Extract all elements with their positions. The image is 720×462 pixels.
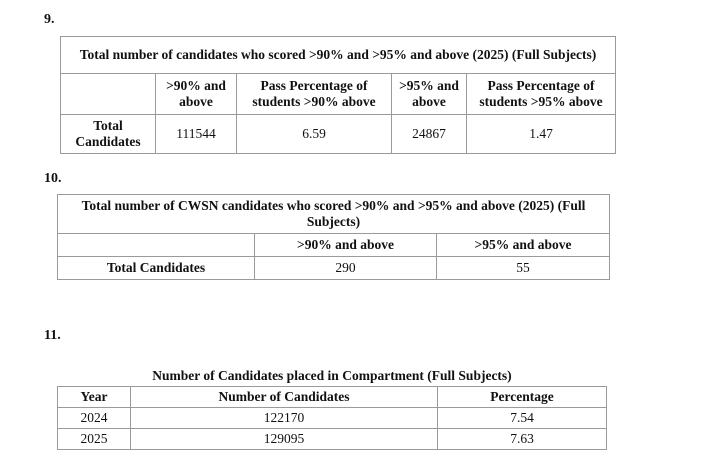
table-compartment-candidates bbox=[57, 366, 607, 450]
cell-candidates: 129095 bbox=[131, 429, 438, 450]
table-candidates-above-90-95 bbox=[60, 36, 616, 154]
value-pass-percentage-95: 1.47 bbox=[467, 115, 616, 154]
cell-percentage: 7.54 bbox=[438, 408, 607, 429]
header-empty-cell bbox=[61, 74, 156, 115]
section-number-10: 10. bbox=[44, 171, 62, 186]
value-above-90: 111544 bbox=[156, 115, 237, 154]
header-number-of-candidates: Number of Candidates bbox=[131, 387, 438, 408]
header-above-90: >90% and above bbox=[255, 234, 437, 257]
cell-year: 2024 bbox=[58, 408, 131, 429]
table-title: Total number of CWSN candidates who scored >90% and >95% and above (2025) (Full Subjects) bbox=[58, 195, 610, 234]
cell-year: 2025 bbox=[58, 429, 131, 450]
header-above-90: >90% and above bbox=[156, 74, 237, 115]
header-year: Year bbox=[58, 387, 131, 408]
cell-percentage: 7.63 bbox=[438, 429, 607, 450]
row-label-total-candidates: Total Candidates bbox=[61, 115, 156, 154]
header-empty-cell bbox=[58, 234, 255, 257]
value-above-95: 55 bbox=[437, 257, 610, 280]
table-title: Total number of candidates who scored >90% and >95% and above (2025) (Full Subjects) bbox=[61, 37, 616, 74]
header-above-95: >95% and above bbox=[392, 74, 467, 115]
section-number-11: 11. bbox=[44, 328, 61, 343]
table-title: Number of Candidates placed in Compartment (Full Subjects) bbox=[58, 366, 607, 387]
header-pass-percentage-90: Pass Percentage of students >90% above bbox=[237, 74, 392, 115]
row-label-total-candidates: Total Candidates bbox=[58, 257, 255, 280]
table-cwsn-candidates bbox=[57, 194, 610, 280]
value-above-90: 290 bbox=[255, 257, 437, 280]
header-percentage: Percentage bbox=[438, 387, 607, 408]
value-above-95: 24867 bbox=[392, 115, 467, 154]
section-number-9: 9. bbox=[44, 12, 55, 27]
value-pass-percentage-90: 6.59 bbox=[237, 115, 392, 154]
cell-candidates: 122170 bbox=[131, 408, 438, 429]
header-above-95: >95% and above bbox=[437, 234, 610, 257]
header-pass-percentage-95: Pass Percentage of students >95% above bbox=[467, 74, 616, 115]
